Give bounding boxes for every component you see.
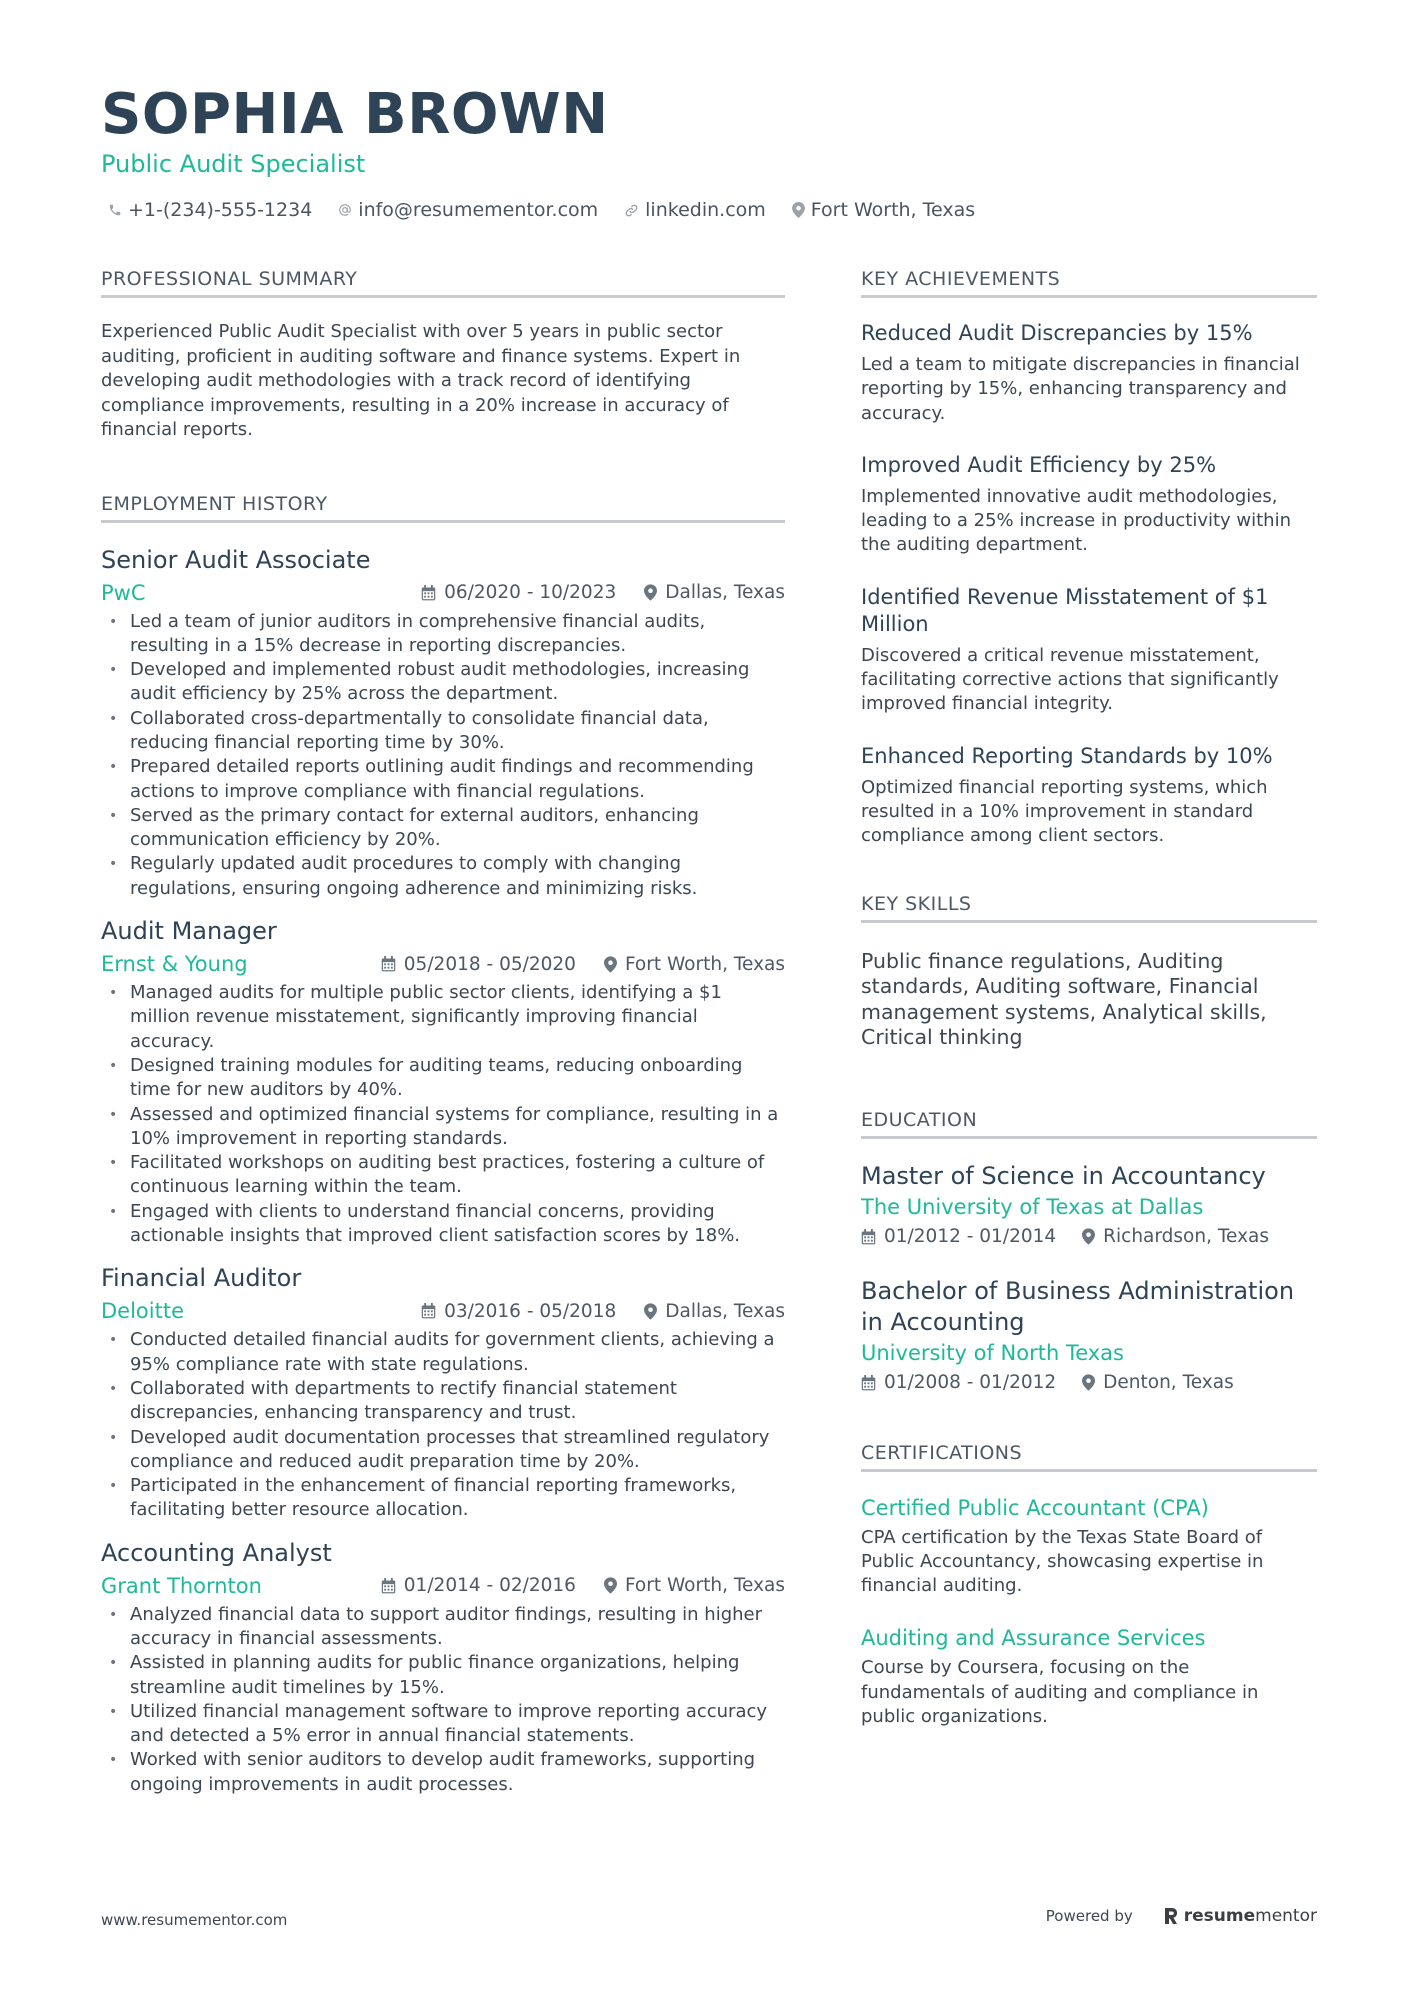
education-item: [861, 1161, 1317, 1252]
brand-logo[interactable]: [1163, 1906, 1317, 1926]
job-location: [644, 582, 785, 603]
school-name: University of North Texas: [861, 1340, 1124, 1365]
summary-text: Experienced Public Audit Specialist with over 5 years in public sector auditing, proficient in auditing software and finance systems. Expert in developing audit methodologies with a track record of identifying compliance improvements, resulting in a 20% increase in accuracy of financial reports.: [101, 321, 741, 440]
job-location: [604, 1575, 785, 1596]
resumementor-logo-icon: [1163, 1906, 1179, 1926]
job-meta: [101, 576, 785, 610]
achievement-title: Enhanced Reporting Standards by 10%: [861, 743, 1273, 768]
bullet-item: • Facilitated workshops on auditing best practices, fostering a culture of continuous learning within the team.: [101, 1151, 785, 1200]
job-dates: [421, 582, 616, 603]
bullet-item: • Designed training modules for auditing teams, reducing onboarding time for new auditors by 40%.: [101, 1054, 785, 1103]
certification-item: [861, 1494, 1317, 1599]
bullet-item: • Managed audits for multiple public sector clients, identifying a $1 million revenue misstatement, significantly improving financial accuracy.: [101, 981, 785, 1054]
contact-linkedin[interactable]: [624, 199, 766, 221]
dates-text: 06/2020 - 10/2023: [444, 582, 617, 603]
company-name: Deloitte: [101, 1299, 184, 1324]
linkedin-text: linkedin.com: [645, 199, 766, 221]
bullet-item: • Utilized financial management software to improve reporting accuracy and detected a 5% error in annual financial statements.: [101, 1700, 785, 1749]
education-dates: [861, 1368, 1056, 1398]
location-text: Fort Worth, Texas: [624, 1575, 785, 1597]
location-text: Dallas, Texas: [665, 582, 785, 603]
location-pin-icon: [1082, 1228, 1095, 1245]
bullet-item: • Collaborated cross-departmentally to consolidate financial data, reducing financial reporting time by 30%.: [101, 707, 785, 756]
job-bullets: [101, 1603, 785, 1797]
job-location: [604, 954, 785, 975]
job-details: [421, 1301, 785, 1322]
achievement-desc: Optimized financial reporting systems, which resulted in a 10% improvement in standard compliance among client sectors.: [861, 776, 1268, 847]
contact-phone: [108, 199, 312, 221]
school-name: The University of Texas at Dallas: [861, 1194, 1204, 1219]
job-dates: [381, 1575, 576, 1596]
bullet-item: • Collaborated with departments to rectify financial statement discrepancies, enhancing transparency and trust.: [101, 1377, 785, 1426]
link-icon: [624, 203, 639, 218]
job-title: Accounting Analyst: [101, 1538, 332, 1567]
location-text: Dallas, Texas: [665, 1300, 785, 1322]
phone-icon: [108, 203, 122, 217]
job-bullets: [101, 981, 785, 1248]
company-name: Grant Thornton: [101, 1573, 262, 1598]
calendar-icon: [861, 1375, 876, 1391]
achievement-desc: Implemented innovative audit methodologies, leading to a 25% increase in productivity within the auditing department.: [861, 485, 1291, 556]
certifications-heading: CERTIFICATIONS: [861, 1442, 1317, 1472]
employment-heading: EMPLOYMENT HISTORY: [101, 493, 785, 523]
certification-title: Certified Public Accountant (CPA): [861, 1495, 1209, 1520]
calendar-icon: [421, 585, 436, 601]
location-pin-icon: [644, 584, 657, 601]
achievement-title: Reduced Audit Discrepancies by 15%: [861, 321, 1253, 345]
dates-text: 03/2016 - 05/2018: [444, 1300, 617, 1322]
bullet-item: • Conducted detailed financial audits for government clients, achieving a 95% compliance rate with state regulations.: [101, 1328, 785, 1377]
job-title: Financial Auditor: [101, 1264, 302, 1293]
location-pin-icon: [604, 956, 617, 973]
achievement-item: [861, 320, 1317, 426]
calendar-icon: [861, 1229, 876, 1245]
dates-text: 01/2008 - 01/2012: [884, 1371, 1057, 1393]
footer-branding: [1046, 1906, 1317, 1926]
job-details: [421, 582, 785, 603]
degree-title: Master of Science in Accountancy: [861, 1161, 1266, 1190]
contact-location: [792, 199, 975, 221]
skills-heading: KEY SKILLS: [861, 893, 1317, 923]
at-icon: [338, 203, 352, 217]
location-pin-icon: [604, 1577, 617, 1594]
location-pin-icon: [792, 202, 805, 218]
job-bullets: [101, 610, 785, 902]
education-dates: [861, 1222, 1056, 1252]
bullet-item: • Regularly updated audit procedures to comply with changing regulations, ensuring ongoing adherence and minimizing risks.: [101, 852, 785, 901]
job-entry: [101, 1537, 785, 1797]
calendar-icon: [421, 1303, 436, 1319]
education-item: [861, 1276, 1317, 1398]
achievement-item: [861, 452, 1317, 558]
company-name: PwC: [101, 580, 146, 605]
job-details: [381, 1575, 785, 1596]
candidate-title: Public Audit Specialist: [101, 150, 366, 178]
achievement-desc: Discovered a critical revenue misstatement, facilitating corrective actions that significantly improved financial integrity.: [861, 644, 1279, 715]
education-location: [1082, 1368, 1234, 1398]
education-meta: [861, 1368, 1317, 1398]
job-bullets: [101, 1328, 785, 1522]
achievement-title: Improved Audit Efficiency by 25%: [861, 452, 1217, 477]
achievement-title: Identified Revenue Misstatement of $1 Million: [861, 584, 1269, 636]
bullet-item: • Assisted in planning audits for public finance organizations, helping streamline audit timelines by 15%.: [101, 1651, 785, 1700]
brand-bold-text: resume: [1183, 1906, 1256, 1926]
location-text: Fort Worth, Texas: [624, 953, 785, 975]
bullet-item: • Prepared detailed reports outlining audit findings and recommending actions to improve compliance with financial regulations.: [101, 755, 785, 804]
job-entry: [101, 1262, 785, 1522]
education-heading: EDUCATION: [861, 1109, 1317, 1139]
dates-text: 05/2018 - 05/2020: [403, 953, 576, 975]
right-column: [861, 268, 1317, 1755]
dates-text: 01/2012 - 01/2014: [884, 1225, 1057, 1247]
contact-bar: [108, 199, 1001, 221]
job-entry: [101, 915, 785, 1248]
education-location: [1082, 1222, 1269, 1252]
achievement-desc: Led a team to mitigate discrepancies in financial reporting by 15%, enhancing transparency and accuracy.: [861, 354, 1300, 424]
job-title: Senior Audit Associate: [101, 545, 371, 574]
certification-title: Auditing and Assurance Services: [861, 1626, 1206, 1651]
calendar-icon: [381, 1578, 396, 1594]
location-pin-icon: [644, 1303, 657, 1320]
bullet-item: • Worked with senior auditors to develop audit frameworks, supporting ongoing improvements in audit processes.: [101, 1748, 785, 1797]
brand-light-text: mentor: [1255, 1906, 1317, 1926]
bullet-item: • Engaged with clients to understand financial concerns, providing actionable insights that improved client satisfaction scores by 18%.: [101, 1200, 785, 1249]
bullet-item: • Analyzed financial data to support auditor findings, resulting in higher accuracy in financial assessments.: [101, 1603, 785, 1652]
powered-by-label: Powered by: [1045, 1907, 1133, 1925]
left-column: [101, 268, 785, 1811]
job-details: [381, 954, 785, 975]
job-meta: [101, 947, 785, 981]
job-entry: [101, 544, 785, 902]
job-title: Audit Manager: [101, 917, 277, 946]
degree-title: Bachelor of Business Administration in Accounting: [861, 1276, 1295, 1336]
certification-desc: Course by Coursera, focusing on the fundamentals of auditing and compliance in public organizations.: [861, 1657, 1259, 1728]
certification-item: [861, 1624, 1317, 1729]
bullet-item: • Served as the primary contact for external auditors, enhancing communication efficiency by 20%.: [101, 804, 785, 853]
job-dates: [421, 1301, 616, 1322]
phone-text: +1-(234)-555-1234: [128, 199, 313, 221]
job-dates: [381, 954, 576, 975]
skills-text: Public finance regulations, Auditing standards, Auditing software, Financial management systems, Analytical skills, Critical thinking: [861, 948, 1267, 1050]
job-meta: [101, 1569, 785, 1603]
bullet-item: • Developed audit documentation processes that streamlined regulatory compliance and reduced audit preparation time by 20%.: [101, 1426, 785, 1475]
achievements-heading: KEY ACHIEVEMENTS: [861, 268, 1317, 298]
job-meta: [101, 1294, 785, 1328]
footer-website[interactable]: www.resumementor.com: [101, 1911, 288, 1929]
location-pin-icon: [1082, 1374, 1095, 1391]
bullet-item: • Developed and implemented robust audit methodologies, increasing audit efficiency by 25% across the department.: [101, 658, 785, 707]
candidate-name: SOPHIA BROWN: [101, 82, 609, 147]
achievement-item: [861, 584, 1317, 717]
achievement-item: [861, 743, 1317, 849]
dates-text: 01/2014 - 02/2016: [403, 1575, 576, 1597]
contact-email[interactable]: [338, 199, 598, 221]
bullet-item: • Assessed and optimized financial systems for compliance, resulting in a 10% improvement in reporting standards.: [101, 1103, 785, 1152]
education-meta: [861, 1222, 1317, 1252]
email-text: info@resumementor.com: [358, 199, 599, 221]
certification-desc: CPA certification by the Texas State Board of Public Accountancy, showcasing expertise in financial auditing.: [861, 1526, 1264, 1597]
company-name: Ernst & Young: [101, 952, 248, 977]
bullet-item: • Participated in the enhancement of financial reporting frameworks, facilitating better resource allocation.: [101, 1474, 785, 1523]
location-text: Richardson, Texas: [1103, 1225, 1269, 1247]
summary-heading: PROFESSIONAL SUMMARY: [101, 268, 785, 298]
location-text: Denton, Texas: [1103, 1371, 1234, 1393]
location-text: Fort Worth, Texas: [810, 199, 976, 221]
calendar-icon: [381, 956, 396, 972]
bullet-item: • Led a team of junior auditors in comprehensive financial audits, resulting in a 15% decrease in reporting discrepancies.: [101, 610, 785, 659]
job-location: [644, 1301, 785, 1322]
